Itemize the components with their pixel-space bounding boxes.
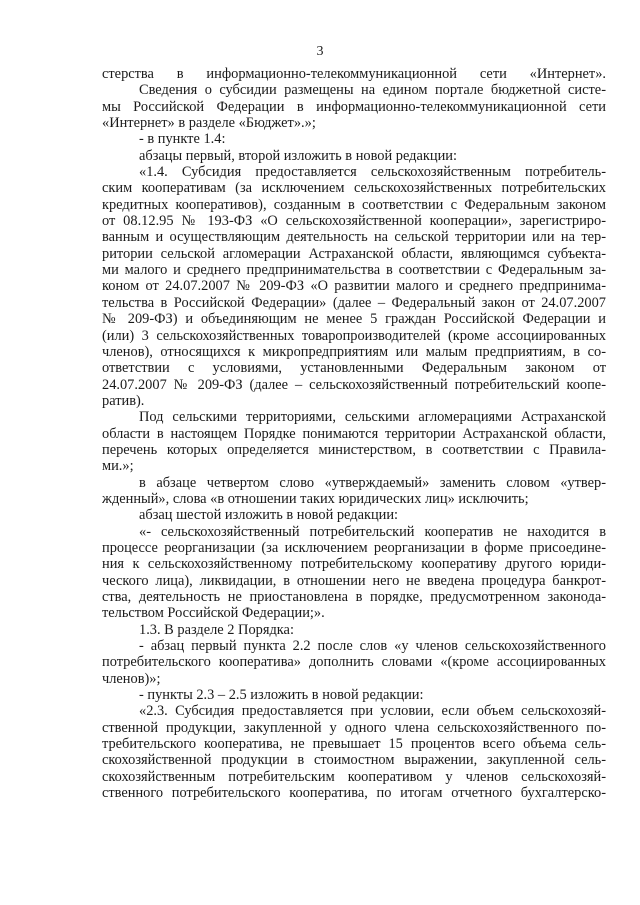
text-line: ния к сельскохозяйственному потребительскому кооперативу другого юриди-: [102, 556, 606, 573]
text-line: области в настоящем Порядке понимаются территории Астраханской области,: [102, 425, 606, 442]
text-line: ми малого и среднего предпринимательства в соответствии с Федеральным за-: [102, 262, 606, 279]
text-line: Сведения о субсидии размещены на едином портале бюджетной систе-: [139, 82, 606, 99]
text-line: 1.3. В разделе 2 Порядка:: [139, 621, 294, 638]
text-line: ским кооперативам (за исключением сельскохозяйственных потребительских: [102, 180, 606, 197]
text-line: ванным и осуществляющим деятельность на сельской территории или на тер-: [102, 229, 606, 246]
text-line: жденный», слова «в отношении таких юридических лиц» исключить;: [102, 490, 529, 507]
text-line: потребительского кооператива» дополнить словами «(кроме ассоциированных: [102, 654, 606, 671]
text-line: членов), относящихся к микропредприятиям или малым предприятиям, в со-: [102, 343, 606, 360]
text-line: коном от 24.07.2007 № 209-ФЗ «О развитии малого и среднего предпринима-: [102, 278, 606, 295]
text-line: 24.07.2007 № 209-ФЗ (далее – сельскохозяйственный потребительский коопе-: [102, 376, 606, 393]
text-line: «Интернет» в разделе «Бюджет».»;: [102, 115, 316, 132]
text-line: - пункты 2.3 – 2.5 изложить в новой редакции:: [139, 687, 424, 704]
text-line: перечень которых определяется министерством, в соответствии с Правила-: [102, 441, 606, 458]
text-line: Под сельскими территориями, сельскими агломерациями Астраханской: [139, 409, 606, 426]
text-line: процессе реорганизации (за исключением реорганизации в форме присоедине-: [102, 539, 606, 556]
text-line: мы Российской Федерации в информационно-телекоммуникационной сети: [102, 98, 606, 115]
document-body: [102, 66, 606, 801]
text-line: ственной продукции, закупленной у одного члена сельскохозяйственного по-: [102, 719, 606, 736]
text-line: тельством Российской Федерации;».: [102, 605, 325, 622]
text-line: «1.4. Субсидия предоставляется сельскохозяйственным потребитель-: [139, 164, 606, 181]
text-line: членов)»;: [102, 670, 161, 687]
text-line: «2.3. Субсидия предоставляется при условии, если объем сельскохозяй-: [139, 703, 606, 720]
text-line: ритории сельской агломерации Астраханской области, являющимся субъекта-: [102, 245, 606, 262]
text-line: «- сельскохозяйственный потребительский кооператив не находится в: [139, 523, 606, 540]
text-line: абзацы первый, второй изложить в новой редакции:: [139, 147, 457, 164]
text-line: ратив).: [102, 392, 145, 409]
text-line: (или) 3 сельскохозяйственных товаропроизводителей (кроме ассоциированных: [102, 327, 606, 344]
page-number: 3: [316, 44, 324, 59]
text-line: ственного потребительского кооператива, по итогам отчетного бухгалтерско-: [102, 785, 606, 802]
text-line: ответствии с условиями, установленными Федеральным законом от: [102, 360, 606, 377]
text-line: - в пункте 1.4:: [139, 131, 226, 148]
text-line: абзац шестой изложить в новой редакции:: [139, 507, 399, 524]
text-line: в абзаце четвертом слово «утверждаемый» заменить словом «утвер-: [139, 474, 606, 491]
text-line: стерства в информационно-телекоммуникационной сети «Интернет».: [102, 66, 606, 82]
text-line: № 209-ФЗ) и объединяющим не менее 5 граждан Российской Федерации и: [102, 311, 606, 328]
text-line: ческого лица), ликвидации, в отношении него не введена процедура банкрот-: [102, 572, 606, 589]
text-line: кредитных кооперативов), созданным в соответствии с Федеральным законом: [102, 196, 606, 213]
text-line: от 08.12.95 № 193-ФЗ «О сельскохозяйственной кооперации», зарегистриро-: [102, 213, 606, 230]
text-line: - абзац первый пункта 2.2 после слов «у членов сельскохозяйственного: [139, 638, 606, 655]
text-line: скохозяйственным потребительским кооперативом у членов сельскохозяй-: [102, 768, 606, 785]
text-line: ми.»;: [102, 458, 134, 475]
text-line: требительского кооператива, не превышает 15 процентов всего объема сель-: [102, 736, 606, 753]
text-line: тельства в Российской Федерации» (далее – Федеральный закон от 24.07.2007: [102, 294, 606, 311]
text-line: скохозяйственной продукции в стоимостном выражении, закупленной сель-: [102, 752, 606, 769]
text-line: ства, деятельность не приостановлена в порядке, предусмотренном законода-: [102, 589, 606, 605]
